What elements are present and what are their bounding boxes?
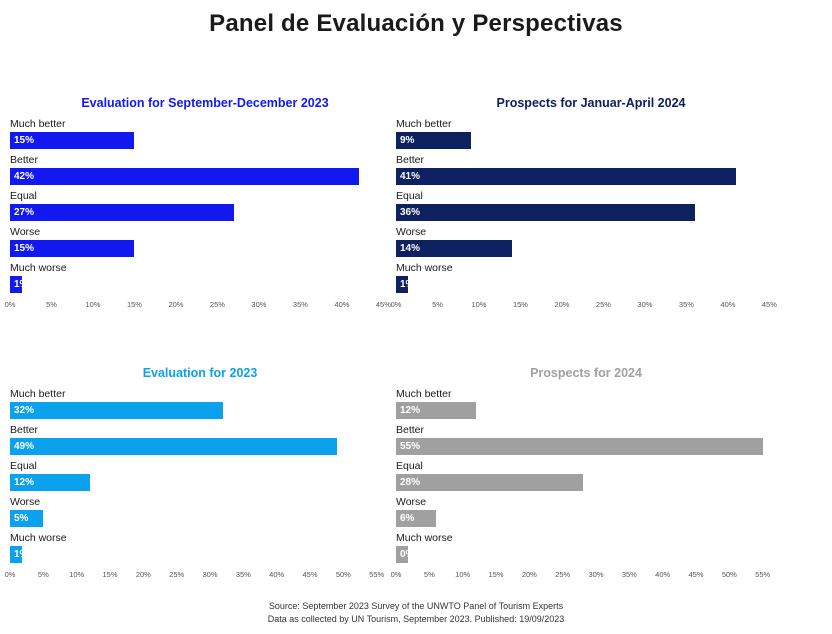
bar-value-label: 15% [14, 243, 35, 254]
bar-group [10, 262, 400, 293]
bar-category-label: Better [10, 424, 39, 436]
bar-fill[interactable] [10, 168, 359, 185]
axis-tick-label: 35% [621, 570, 637, 579]
chart-title: Evaluation for 2023 [142, 366, 258, 380]
chart-title: Prospects for Januar-April 2024 [496, 96, 686, 110]
bar-fill[interactable] [396, 402, 476, 419]
bar-track [396, 510, 776, 527]
bar-fill[interactable] [10, 204, 234, 221]
axis-tick-label: 35% [235, 570, 251, 579]
axis-tick-label: 10% [85, 300, 101, 309]
bar-value-label: 1% [400, 279, 415, 290]
footer-source [0, 600, 832, 626]
chart-bars [396, 118, 786, 293]
bar-fill[interactable] [396, 438, 763, 455]
bar-category-label: Worse [396, 496, 427, 508]
axis-tick-label: 0% [390, 300, 402, 309]
axis-tick-label: 15% [488, 570, 504, 579]
bar-value-label: 9% [400, 135, 415, 146]
bar-value-label: 12% [400, 405, 421, 416]
axis-tick-label: 10% [69, 570, 85, 579]
bar-category-label: Much better [10, 118, 66, 130]
bar-category-label: Worse [10, 226, 41, 238]
bar-group [10, 532, 390, 563]
bar-fill[interactable] [10, 546, 29, 563]
axis-tick-label: 25% [595, 300, 611, 309]
chart-panel-prospects-2024 [390, 366, 776, 584]
bar-category-label: Much worse [396, 532, 453, 544]
bar-track [396, 204, 786, 221]
bar-fill[interactable] [396, 546, 415, 563]
axis-tick-label: 30% [251, 300, 267, 309]
bar-fill[interactable] [10, 402, 223, 419]
bar-value-label: 55% [400, 441, 421, 452]
bar-value-label: 1% [14, 549, 29, 560]
bar-track [10, 204, 400, 221]
chart-panel-prospects-jan-apr-2024 [390, 96, 786, 314]
bar-category-label: Equal [396, 190, 423, 202]
bar-category-label: Much worse [10, 532, 67, 544]
bar-track [10, 240, 400, 257]
footer-line-2: Data as collected by UN Tourism, September 2023. Published: 19/09/2023 [267, 614, 565, 624]
bar-track [396, 474, 776, 491]
axis-tick-label: 5% [432, 300, 443, 309]
axis-tick-label: 5% [46, 300, 57, 309]
bar-group [396, 226, 786, 257]
bar-category-label: Worse [10, 496, 41, 508]
bar-fill[interactable] [396, 132, 471, 149]
bar-group [10, 190, 400, 221]
axis-tick-label: 15% [102, 570, 118, 579]
bar-fill[interactable] [396, 276, 415, 293]
chart-panel-evaluation-2023 [4, 366, 390, 584]
bar-value-label: 0% [400, 549, 415, 560]
chart-bars [396, 388, 776, 563]
axis-tick-label: 40% [720, 300, 736, 309]
bar-fill[interactable] [10, 474, 90, 491]
bar-track [396, 168, 786, 185]
axis-tick-label: 5% [423, 570, 435, 579]
axis-tick-label: 35% [678, 300, 694, 309]
bar-value-label: 32% [14, 405, 35, 416]
bar-group [396, 496, 776, 527]
bar-value-label: 42% [14, 171, 35, 182]
bar-fill[interactable] [396, 204, 695, 221]
axis-tick-label: 10% [471, 300, 487, 309]
bar-group [396, 190, 786, 221]
bar-group [396, 118, 786, 149]
bar-category-label: Better [10, 154, 39, 166]
axis-tick-label: 35% [292, 300, 308, 309]
axis-tick-label: 25% [169, 570, 185, 579]
bar-value-label: 12% [14, 477, 35, 488]
bar-track [10, 168, 400, 185]
bar-value-label: 28% [400, 477, 421, 488]
axis-tick-label: 25% [555, 570, 571, 579]
bar-category-label: Better [396, 424, 425, 436]
bar-track [396, 438, 776, 455]
bar-group [396, 262, 786, 293]
bar-value-label: 27% [14, 207, 35, 218]
bar-group [396, 424, 776, 455]
bar-track [10, 132, 400, 149]
chart-panel-evaluation-sep-dec-2023 [4, 96, 400, 314]
axis-tick-label: 50% [335, 570, 351, 579]
bar-category-label: Much worse [396, 262, 453, 274]
bar-group [10, 496, 390, 527]
bar-track [396, 402, 776, 419]
bar-fill[interactable] [10, 240, 134, 257]
bar-fill[interactable] [10, 438, 337, 455]
axis-tick-label: 55% [369, 570, 385, 579]
axis-tick-label: 20% [554, 300, 570, 309]
bar-group [10, 226, 400, 257]
page-title: Panel de Evaluación y Perspectivas [209, 10, 623, 37]
bar-category-label: Better [396, 154, 425, 166]
axis-tick-label: 15% [512, 300, 528, 309]
bar-track [10, 438, 390, 455]
axis-tick-label: 50% [721, 570, 737, 579]
bar-category-label: Much worse [10, 262, 67, 274]
x-axis [4, 568, 390, 584]
bar-category-label: Worse [396, 226, 427, 238]
bar-track [396, 276, 786, 293]
axis-tick-label: 0% [4, 300, 16, 309]
bar-value-label: 6% [400, 513, 415, 524]
bar-category-label: Equal [10, 190, 37, 202]
bar-fill[interactable] [396, 510, 436, 527]
bar-category-label: Much better [396, 388, 452, 400]
bar-track [10, 510, 390, 527]
x-axis [390, 568, 776, 584]
bar-value-label: 36% [400, 207, 421, 218]
bar-group [396, 460, 776, 491]
axis-tick-label: 30% [202, 570, 218, 579]
axis-tick-label: 0% [390, 570, 402, 579]
bar-value-label: 49% [14, 441, 35, 452]
bar-track [10, 402, 390, 419]
axis-tick-label: 15% [126, 300, 142, 309]
bar-fill[interactable] [10, 276, 29, 293]
chart-bars [10, 118, 400, 293]
bar-fill[interactable] [396, 474, 583, 491]
axis-tick-label: 55% [755, 570, 771, 579]
bar-fill[interactable] [396, 240, 512, 257]
bar-track [396, 240, 786, 257]
bar-track [396, 546, 776, 563]
bar-group [396, 532, 776, 563]
x-axis [4, 298, 400, 314]
bar-value-label: 14% [400, 243, 421, 254]
bar-value-label: 41% [400, 171, 421, 182]
bar-category-label: Much better [396, 118, 452, 130]
axis-tick-label: 45% [688, 570, 704, 579]
bar-track [10, 546, 390, 563]
bar-value-label: 1% [14, 279, 29, 290]
bar-group [10, 118, 400, 149]
axis-tick-label: 10% [455, 570, 471, 579]
axis-tick-label: 5% [37, 570, 49, 579]
x-axis [390, 298, 786, 314]
bar-group [396, 388, 776, 419]
axis-tick-label: 20% [168, 300, 184, 309]
bar-track [10, 276, 400, 293]
axis-tick-label: 25% [209, 300, 225, 309]
axis-tick-label: 30% [637, 300, 653, 309]
axis-tick-label: 20% [135, 570, 151, 579]
axis-tick-label: 40% [269, 570, 285, 579]
bar-group [10, 460, 390, 491]
bar-category-label: Equal [396, 460, 423, 472]
bar-group [396, 154, 786, 185]
bar-group [10, 424, 390, 455]
axis-tick-label: 45% [375, 300, 391, 309]
bar-fill[interactable] [10, 132, 134, 149]
axis-tick-label: 40% [334, 300, 350, 309]
footer-line-1: Source: September 2023 Survey of the UNWTO Panel of Tourism Experts [268, 601, 564, 611]
chart-title: Evaluation for September-December 2023 [81, 96, 329, 110]
axis-tick-label: 0% [4, 570, 16, 579]
bar-group [10, 388, 390, 419]
bar-value-label: 5% [14, 513, 29, 524]
bar-track [10, 474, 390, 491]
chart-title: Prospects for 2024 [530, 366, 642, 380]
bar-group [10, 154, 400, 185]
axis-tick-label: 20% [521, 570, 537, 579]
axis-tick-label: 45% [302, 570, 318, 579]
bar-category-label: Much better [10, 388, 66, 400]
bar-value-label: 15% [14, 135, 35, 146]
bar-fill[interactable] [396, 168, 736, 185]
bar-category-label: Equal [10, 460, 37, 472]
bar-track [396, 132, 786, 149]
axis-tick-label: 30% [588, 570, 604, 579]
chart-bars [10, 388, 390, 563]
bar-fill[interactable] [10, 510, 43, 527]
axis-tick-label: 40% [655, 570, 671, 579]
axis-tick-label: 45% [761, 300, 777, 309]
